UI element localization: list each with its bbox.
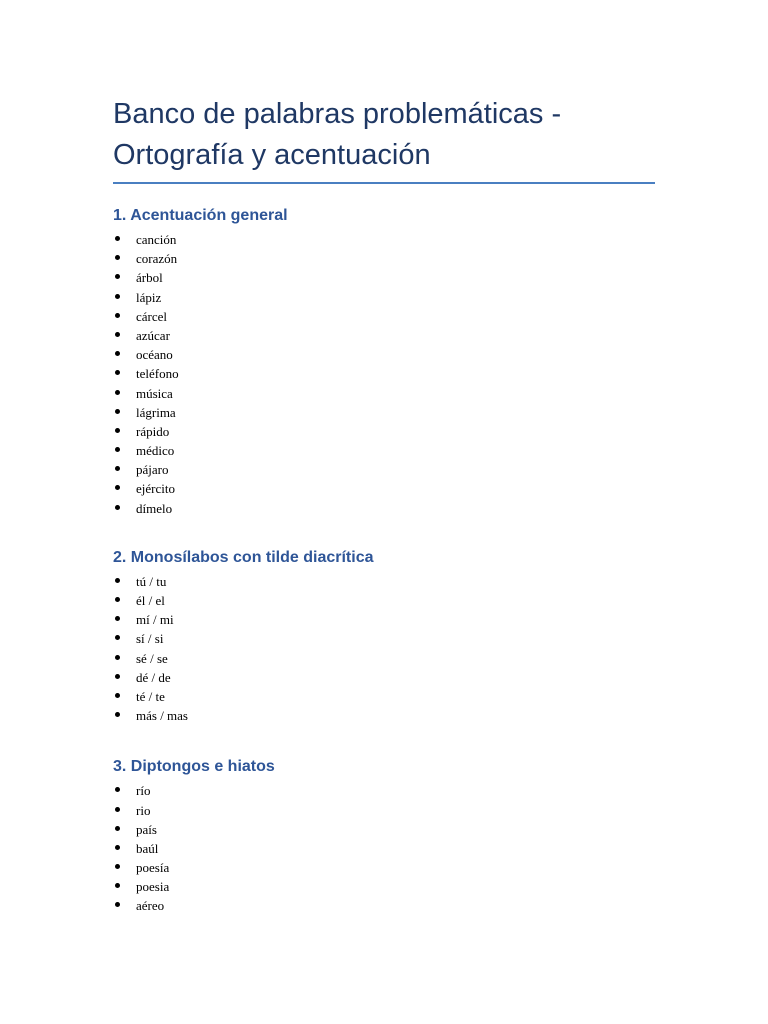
list-item: rio — [113, 801, 655, 820]
list-item: corazón — [113, 249, 655, 268]
section-heading: 3. Diptongos e hiatos — [113, 758, 275, 776]
word-list — [113, 572, 655, 726]
list-item: azúcar — [113, 326, 655, 345]
list-item: dímelo — [113, 499, 655, 518]
list-item: música — [113, 384, 655, 403]
list-item: él / el — [113, 591, 655, 610]
list-item: pájaro — [113, 460, 655, 479]
list-item: té / te — [113, 687, 655, 706]
list-item: país — [113, 820, 655, 839]
list-item: médico — [113, 441, 655, 460]
list-item: océano — [113, 345, 655, 364]
word-list — [113, 230, 655, 518]
document-title — [113, 94, 655, 184]
list-item: lágrima — [113, 403, 655, 422]
list-item: tú / tu — [113, 572, 655, 591]
list-item: ejército — [113, 479, 655, 498]
list-item: lápiz — [113, 288, 655, 307]
title-line-1: Banco de palabras problemáticas - — [113, 98, 562, 130]
section-heading: 1. Acentuación general — [113, 207, 288, 224]
document-page — [113, 94, 655, 916]
section-monosilabos — [113, 548, 655, 726]
section-heading: 2. Monosílabos con tilde diacrítica — [113, 548, 374, 566]
list-item: baúl — [113, 839, 655, 858]
list-item: poesía — [113, 858, 655, 877]
list-item: mí / mi — [113, 610, 655, 629]
list-item: aéreo — [113, 896, 655, 915]
list-item: más / mas — [113, 706, 655, 725]
list-item: canción — [113, 230, 655, 249]
section-acentuacion-general — [113, 206, 655, 518]
list-item: río — [113, 781, 655, 800]
title-line-2: Ortografía y acentuación — [113, 139, 431, 171]
section-diptongos-hiatos — [113, 757, 655, 915]
word-list — [113, 781, 655, 915]
list-item: sé / se — [113, 649, 655, 668]
list-item: poesia — [113, 877, 655, 896]
list-item: dé / de — [113, 668, 655, 687]
list-item: rápido — [113, 422, 655, 441]
list-item: cárcel — [113, 307, 655, 326]
list-item: teléfono — [113, 364, 655, 383]
list-item: árbol — [113, 268, 655, 287]
list-item: sí / si — [113, 629, 655, 648]
